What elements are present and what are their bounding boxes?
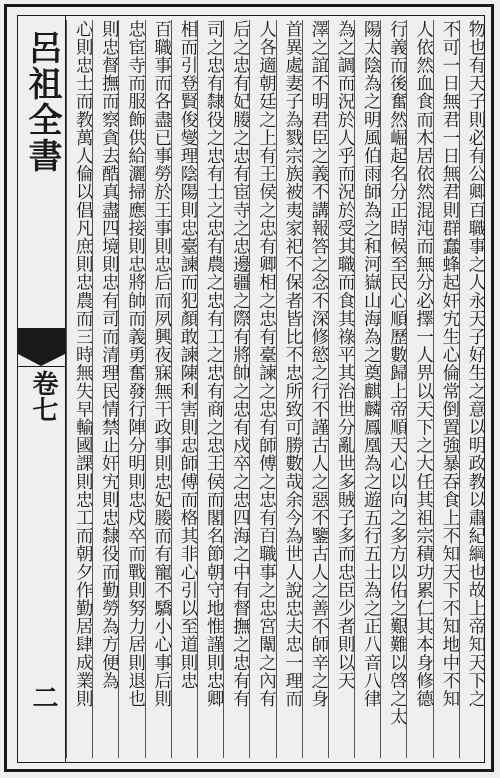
text-column: 不可一日無君一日無君則群蠢蜂起奸宄生心倫常倒置強暴吞食上不知天下不知地中不知 [433, 20, 459, 758]
page-number: 二 [28, 684, 58, 710]
fold-divider [18, 366, 65, 367]
text-column: 行義而後奮然崛起名分正時候至民心順歷數歸上帝順天心以向之多方以佑之艱難以啓之太 [380, 20, 406, 758]
text-column: 百職事而各盡已事勞於王事則忠后而夙興夜寐無干政事則忠妃媵而有寵不驕小心事后則 [145, 20, 171, 758]
center-fold-strip [18, 16, 66, 762]
text-column: 相而引登賢俊燮理陰陽則忠臺諫而犯顏敢諫陳利害則忠師傅而格其非心引以至道則忠 [171, 20, 197, 758]
text-column: 首異處妻子為戮宗族被夷家祀不保者皆比不忠所致可勝數哉余今為世人說忠夫忠一理而 [276, 20, 302, 758]
text-column: 心則忠士而教萬人倫以倡凡庶則忠農而三時無失早輸國課則忠工而朝夕作勤居肆成業則 [66, 20, 92, 758]
text-column: 澤之誼不明君臣之義不講報答之念不深修慾之行不謹古人之惡不鑒古人之善不師辛之身 [302, 20, 328, 758]
volume-label: 卷七 [28, 370, 58, 422]
text-columns [66, 16, 485, 762]
text-frame [17, 15, 485, 763]
text-column: 人依然血食而木居依然混沌而無分必擇一人畀以天下之大任其祖宗積功累仁其本身修德 [406, 20, 432, 758]
fishtail-mark [18, 328, 65, 354]
text-column: 物也有天子則必有公卿百職事之人永天子好生之意以明政教以肅紀綱也故上帝知天下之 [459, 20, 485, 758]
text-column: 為之調而況於人乎而況於受其職而食其祿平其治世分亂世多賊子多而忠臣少者則以天 [328, 20, 354, 758]
page-border [4, 4, 494, 772]
text-column: 后之忠有妃媵之忠有宦寺之忠邊疆之際有將帥之忠有戍卒之忠四海之中有督撫之忠有有 [223, 20, 249, 758]
text-column: 陽太陰為之明風伯雨師為之和河嶽山海為之奠麒麟鳳凰為之遊五行五土為之正八音八律 [354, 20, 380, 758]
text-column: 忠宦寺而服飾供給灑掃應接則忠將帥而義勇奮發行陣分明則忠戍卒而戰則努力居則退也 [118, 20, 144, 758]
book-title: 呂祖全書 [22, 30, 62, 174]
text-column: 司之忠有隸役之忠有士之忠有農之忠有工之忠有商之忠王侯而閣名節朝守地惟謹則忠卿 [197, 20, 223, 758]
text-column: 人各適朝廷之上有王侯之忠有卿相之忠有臺諫之忠有師傅之忠有百職事之忠宮闈之內有 [249, 20, 275, 758]
text-column: 則忠督撫而察貪去酷真盡四境則忠有司而清理民情禁止奸宄則忠隸役而勤勞為方便為 [92, 20, 118, 758]
